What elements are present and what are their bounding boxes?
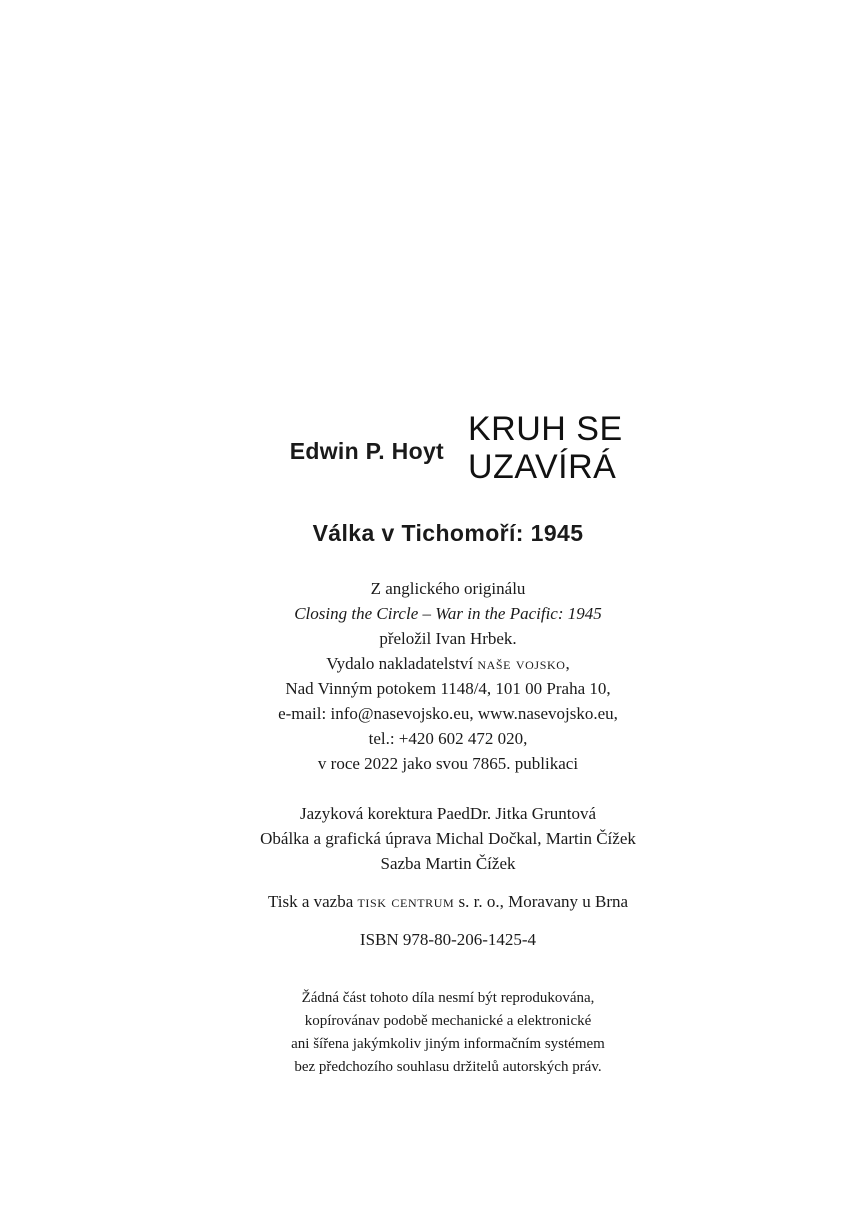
publisher-address: Nad Vinným potokem 1148/4, 101 00 Praha 10, bbox=[285, 679, 611, 698]
publisher-prefix: Vydalo nakladatelství bbox=[326, 654, 474, 673]
printing-company: tisk centrum bbox=[357, 892, 455, 911]
isbn: ISBN 978-80-206-1425-4 bbox=[359, 930, 537, 949]
legal-notice bbox=[0, 987, 856, 1079]
printing-prefix: Tisk a vazba bbox=[267, 892, 354, 911]
original-title: Closing the Circle – War in the Pacific: 1945 bbox=[294, 604, 602, 623]
legal-line-2: kopírovánav podobě mechanické a elektronické bbox=[304, 1013, 592, 1029]
legal-line-4: bez předchozího souhlasu držitelů autorských práv. bbox=[294, 1059, 602, 1075]
publisher-contacts: e-mail: info@nasevojsko.eu, www.nasevojsko.eu, bbox=[278, 704, 618, 723]
book-title bbox=[468, 410, 623, 486]
book-title-line-1: KRUH SE bbox=[468, 410, 623, 448]
publication-year: v roce 2022 jako svou 7865. publikaci bbox=[317, 754, 579, 773]
proofreading-credit: Jazyková korektura PaedDr. Jitka Gruntová bbox=[300, 804, 596, 823]
translator-line: přeložil Ivan Hrbek. bbox=[379, 629, 517, 648]
book-title-line-2: UZAVÍRÁ bbox=[468, 448, 617, 486]
publisher-line bbox=[0, 651, 856, 676]
printing-line bbox=[0, 889, 856, 914]
imprint-block bbox=[0, 576, 856, 776]
publisher-suffix: , bbox=[565, 654, 570, 673]
printing-suffix: s. r. o., Moravany u Brna bbox=[458, 892, 629, 911]
publisher-phone: tel.: +420 602 472 020, bbox=[368, 729, 528, 748]
author-name: Edwin P. Hoyt bbox=[289, 438, 444, 464]
credits-block bbox=[0, 801, 856, 876]
legal-line-3: ani šířena jakýmkoliv jiným informačním systémem bbox=[291, 1036, 605, 1052]
typesetting-credit: Sazba Martin Čížek bbox=[380, 854, 516, 873]
book-subtitle: Válka v Tichomoří: 1945 bbox=[312, 520, 584, 546]
cover-credit: Obálka a grafická úprava Michal Dočkal, Martin Čížek bbox=[260, 829, 636, 848]
publisher-name: naše vojsko bbox=[477, 654, 566, 673]
legal-line-1: Žádná část tohoto díla nesmí být reprodukována, bbox=[301, 990, 595, 1006]
original-label: Z anglického originálu bbox=[370, 579, 526, 598]
